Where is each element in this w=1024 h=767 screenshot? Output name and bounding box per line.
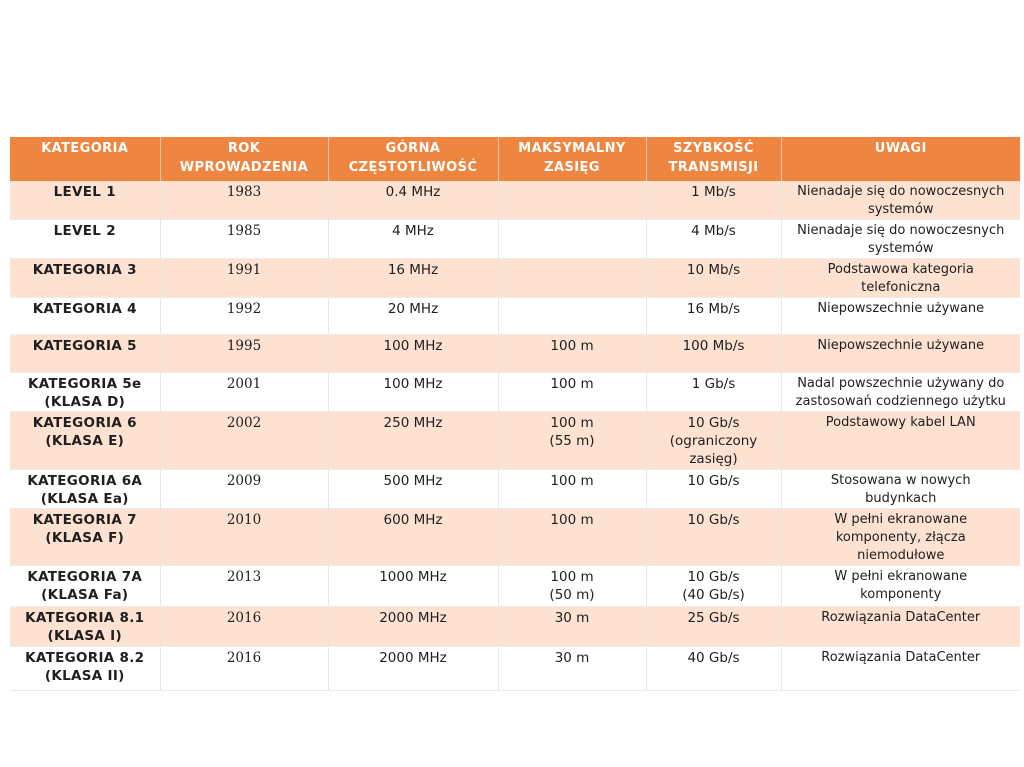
category-cell: [10, 298, 160, 335]
frequency-cell: 0.4 MHz: [328, 181, 498, 220]
cell-line: systemów: [867, 202, 934, 217]
cell-line: LEVEL 1: [53, 184, 116, 200]
cell-line: (KLASA D): [44, 394, 126, 410]
range-cell: [498, 647, 646, 691]
notes-cell: [781, 373, 1020, 412]
cell-line: 1 Mb/s: [691, 184, 736, 200]
cell-line: 25 Gb/s: [687, 610, 740, 626]
category-cell: [10, 259, 160, 298]
range-cell: [498, 373, 646, 412]
cell-line: (KLASA II): [44, 668, 125, 684]
cell-line: zasięg): [689, 451, 738, 467]
cell-line: WPROWADZENIA: [179, 160, 309, 175]
frequency-cell: 4 MHz: [328, 220, 498, 259]
frequency-cell: 600 MHz: [328, 509, 498, 566]
cell-line: Rozwiązania DataCenter: [821, 610, 981, 625]
frequency-cell: 100 MHz: [328, 373, 498, 412]
year-cell: 2009: [160, 470, 328, 509]
cell-line: 100 m: [550, 338, 594, 354]
cell-line: TRANSMISJI: [668, 160, 759, 175]
cell-line: W pełni ekranowane: [834, 512, 968, 527]
cell-line: (ograniczony: [669, 433, 758, 449]
category-cell: [10, 181, 160, 220]
speed-cell: [646, 335, 781, 373]
cell-line: (55 m): [549, 433, 595, 449]
frequency-cell: 2000 MHz: [328, 607, 498, 647]
notes-cell: [781, 566, 1020, 607]
header-range: [498, 137, 646, 181]
year-cell: 2002: [160, 412, 328, 470]
range-cell: [498, 181, 646, 220]
speed-cell: [646, 509, 781, 566]
cell-line: KATEGORIA 8.2: [25, 650, 145, 666]
cell-line: Podstawowy kabel LAN: [825, 415, 976, 430]
table-row: [10, 647, 1020, 691]
cell-line: 100 m: [550, 569, 594, 585]
category-cell: [10, 566, 160, 607]
table-row: [10, 298, 1020, 335]
header-notes: [781, 137, 1020, 181]
table-row: [10, 566, 1020, 607]
year-cell: 2001: [160, 373, 328, 412]
table-row: [10, 259, 1020, 298]
year-cell: 2013: [160, 566, 328, 607]
cell-line: ZASIĘG: [544, 160, 600, 175]
speed-cell: [646, 412, 781, 470]
year-cell: 1991: [160, 259, 328, 298]
notes-cell: [781, 298, 1020, 335]
table-row: [10, 470, 1020, 509]
cell-line: komponenty, złącza: [835, 530, 966, 545]
frequency-cell: 250 MHz: [328, 412, 498, 470]
speed-cell: [646, 647, 781, 691]
header-frequency: [328, 137, 498, 181]
cell-line: (40 Gb/s): [682, 587, 745, 603]
notes-cell: [781, 509, 1020, 566]
frequency-cell: 1000 MHz: [328, 566, 498, 607]
cell-line: telefoniczna: [861, 280, 941, 295]
range-cell: [498, 220, 646, 259]
year-cell: 1985: [160, 220, 328, 259]
cell-line: zastosowań codziennego użytku: [795, 394, 1006, 409]
cell-line: 10 Mb/s: [686, 262, 741, 278]
year-cell: 2016: [160, 647, 328, 691]
speed-cell: [646, 181, 781, 220]
cell-line: 100 m: [550, 473, 594, 489]
cell-line: 10 Gb/s: [687, 415, 740, 431]
cell-line: KATEGORIA 7A: [27, 569, 143, 585]
cell-line: Stosowana w nowych: [830, 473, 971, 488]
cell-line: 30 m: [554, 610, 590, 626]
cell-line: budynkach: [865, 491, 937, 506]
notes-cell: [781, 607, 1020, 647]
cell-line: 10 Gb/s: [687, 512, 740, 528]
category-cell: [10, 373, 160, 412]
cell-line: ROK: [227, 141, 261, 156]
range-cell: [498, 335, 646, 373]
cell-line: KATEGORIA 5e: [27, 376, 142, 392]
table-row: [10, 181, 1020, 220]
cell-line: KATEGORIA 6A: [27, 473, 143, 489]
cell-line: 1 Gb/s: [691, 376, 736, 392]
speed-cell: [646, 298, 781, 335]
cell-line: MAKSYMALNY: [518, 141, 626, 156]
cell-line: Nadal powszechnie używany do: [797, 376, 1005, 391]
year-cell: 1992: [160, 298, 328, 335]
category-cell: [10, 509, 160, 566]
category-cell: [10, 412, 160, 470]
range-cell: [498, 298, 646, 335]
cell-line: (KLASA Ea): [40, 491, 129, 507]
speed-cell: [646, 373, 781, 412]
header-category: [10, 137, 160, 181]
cell-line: SZYBKOŚĆ: [673, 141, 754, 156]
cell-line: Podstawowa kategoria: [827, 262, 974, 277]
cell-line: (50 m): [549, 587, 595, 603]
table-row: [10, 607, 1020, 647]
cell-line: 100 m: [550, 415, 594, 431]
cell-line: 10 Gb/s: [687, 569, 740, 585]
header-year: [160, 137, 328, 181]
frequency-cell: 500 MHz: [328, 470, 498, 509]
cell-line: CZĘSTOTLIWOŚĆ: [348, 160, 478, 175]
notes-cell: [781, 412, 1020, 470]
table-row: [10, 220, 1020, 259]
cell-line: KATEGORIA 5: [32, 338, 137, 354]
cell-line: 4 Mb/s: [691, 223, 736, 239]
table-header-row: [10, 137, 1020, 181]
notes-cell: [781, 470, 1020, 509]
cell-line: 30 m: [554, 650, 590, 666]
cell-line: (KLASA E): [45, 433, 125, 449]
cell-line: GÓRNA: [385, 141, 441, 156]
table-row: [10, 335, 1020, 373]
header-speed: [646, 137, 781, 181]
cell-line: LEVEL 2: [53, 223, 116, 239]
cell-line: 100 m: [550, 376, 594, 392]
category-cell: [10, 335, 160, 373]
notes-cell: [781, 335, 1020, 373]
year-cell: 1983: [160, 181, 328, 220]
table-row: [10, 412, 1020, 470]
cell-line: Rozwiązania DataCenter: [821, 650, 981, 665]
range-cell: [498, 259, 646, 298]
range-cell: [498, 412, 646, 470]
cell-line: systemów: [867, 241, 934, 256]
year-cell: 2016: [160, 607, 328, 647]
cable-categories-table: [10, 137, 1020, 691]
cell-line: 100 m: [550, 512, 594, 528]
category-cell: [10, 220, 160, 259]
cell-line: (KLASA I): [47, 628, 122, 644]
range-cell: [498, 607, 646, 647]
cell-line: W pełni ekranowane: [834, 569, 968, 584]
range-cell: [498, 566, 646, 607]
cell-line: Nienadaje się do nowoczesnych: [797, 184, 1005, 199]
frequency-cell: 20 MHz: [328, 298, 498, 335]
cell-line: KATEGORIA 8.1: [25, 610, 145, 626]
frequency-cell: 2000 MHz: [328, 647, 498, 691]
cell-line: UWAGI: [874, 141, 927, 156]
notes-cell: [781, 647, 1020, 691]
cell-line: (KLASA F): [45, 530, 125, 546]
cell-line: Niepowszechnie używane: [817, 301, 985, 316]
cell-line: KATEGORIA: [41, 141, 129, 156]
notes-cell: [781, 181, 1020, 220]
cell-line: 16 Mb/s: [686, 301, 741, 317]
range-cell: [498, 470, 646, 509]
notes-cell: [781, 220, 1020, 259]
range-cell: [498, 509, 646, 566]
table-body: [10, 181, 1020, 691]
frequency-cell: 100 MHz: [328, 335, 498, 373]
cell-line: Nienadaje się do nowoczesnych: [797, 223, 1005, 238]
frequency-cell: 16 MHz: [328, 259, 498, 298]
category-cell: [10, 470, 160, 509]
cell-line: niemodułowe: [857, 548, 945, 563]
cell-line: 10 Gb/s: [687, 473, 740, 489]
table-row: [10, 509, 1020, 566]
cell-line: KATEGORIA 7: [32, 512, 137, 528]
category-cell: [10, 607, 160, 647]
speed-cell: [646, 470, 781, 509]
speed-cell: [646, 566, 781, 607]
category-cell: [10, 647, 160, 691]
cell-line: 100 Mb/s: [682, 338, 745, 354]
cell-line: (KLASA Fa): [41, 587, 129, 603]
cell-line: KATEGORIA 3: [32, 262, 137, 278]
cell-line: 40 Gb/s: [687, 650, 740, 666]
cell-line: KATEGORIA 4: [32, 301, 137, 317]
year-cell: 1995: [160, 335, 328, 373]
speed-cell: [646, 220, 781, 259]
notes-cell: [781, 259, 1020, 298]
cell-line: KATEGORIA 6: [32, 415, 137, 431]
cell-line: Niepowszechnie używane: [817, 338, 985, 353]
year-cell: 2010: [160, 509, 328, 566]
speed-cell: [646, 607, 781, 647]
cell-line: komponenty: [860, 587, 942, 602]
speed-cell: [646, 259, 781, 298]
table-row: [10, 373, 1020, 412]
